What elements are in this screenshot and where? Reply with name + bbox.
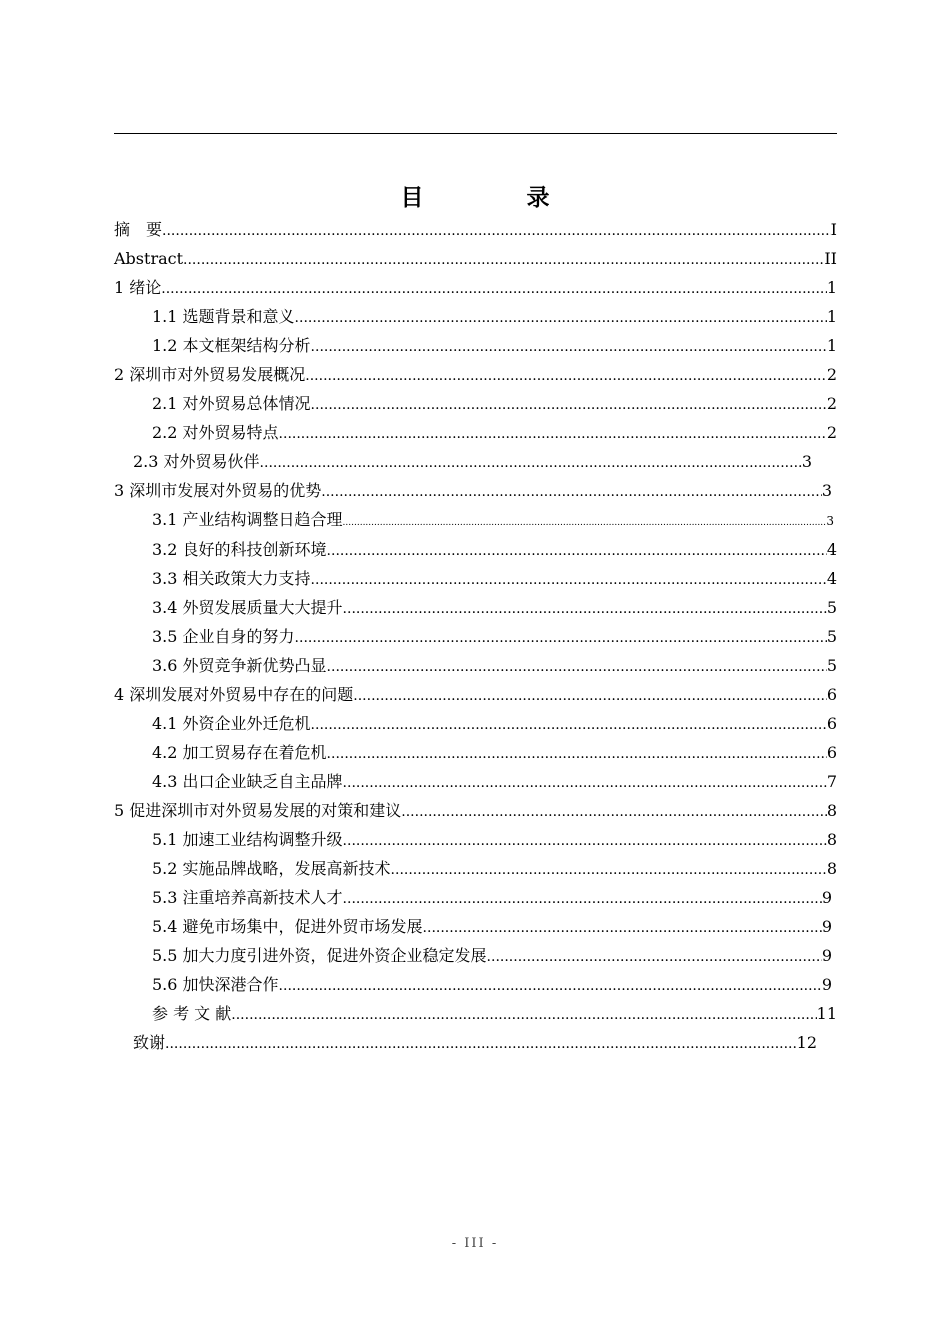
toc-entry-label: Abstract xyxy=(114,249,184,268)
toc-leader xyxy=(183,245,824,274)
toc-entry-label: 5.4 避免市场集中，促进外贸市场发展 xyxy=(152,917,423,936)
toc-entry-page: 9 xyxy=(821,888,832,907)
toc-leader xyxy=(487,942,822,971)
toc-leader xyxy=(343,506,827,537)
toc-entry-label: 3 深圳市发展对外贸易的优势 xyxy=(114,481,322,500)
toc-leader xyxy=(343,884,822,913)
toc-entry-acknowledgements[interactable] xyxy=(133,1029,817,1057)
toc-leader xyxy=(260,448,802,477)
toc-leader xyxy=(353,681,827,710)
toc-entry-label: 3.1 产业结构调整日趋合理 xyxy=(152,510,343,529)
toc-entry-section-5-6[interactable] xyxy=(152,971,832,999)
toc-entry-label: 1.1 选题背景和意义 xyxy=(152,307,295,326)
toc-entry-abstract-en[interactable] xyxy=(114,245,837,273)
toc-entry-page: 6 xyxy=(826,743,837,762)
toc-entry-label: 3.4 外贸发展质量大大提升 xyxy=(152,598,343,617)
toc-entry-chapter-2[interactable] xyxy=(114,361,837,389)
toc-entry-label: 1 绪论 xyxy=(114,278,162,297)
toc-entry-page: 9 xyxy=(821,917,832,936)
toc-entry-label: 5.1 加速工业结构调整升级 xyxy=(152,830,343,849)
toc-entry-section-3-4[interactable] xyxy=(152,594,837,622)
toc-entry-chapter-3[interactable] xyxy=(114,477,832,505)
toc-entry-page: 1 xyxy=(826,336,837,355)
toc-leader xyxy=(162,216,831,245)
toc-entry-section-1-2[interactable] xyxy=(152,332,837,360)
toc-entry-page: 4 xyxy=(826,540,837,559)
toc-entry-label: 2.2 对外贸易特点 xyxy=(152,423,279,442)
header-rule xyxy=(114,133,837,134)
toc-entry-page: 9 xyxy=(821,946,832,965)
toc-entry-page: 5 xyxy=(826,656,837,675)
page-number: - III - xyxy=(451,1236,499,1251)
toc-entry-label: 5.5 加大力度引进外资，促进外资企业稳定发展 xyxy=(152,946,487,965)
toc-leader xyxy=(343,768,827,797)
toc-entry-page: 3 xyxy=(821,481,832,500)
toc-entry-label: 致谢 xyxy=(133,1033,166,1052)
toc-leader xyxy=(161,274,827,303)
toc-entry-section-3-5[interactable] xyxy=(152,623,837,651)
toc-entry-page: 5 xyxy=(826,627,837,646)
toc-leader xyxy=(327,739,827,768)
toc-leader xyxy=(343,826,827,855)
toc-leader xyxy=(279,971,822,1000)
toc-leader xyxy=(343,594,827,623)
toc-entry-label: 4.2 加工贸易存在着危机 xyxy=(152,743,327,762)
toc-entry-label: 摘 要 xyxy=(114,220,163,239)
toc-entry-page: 7 xyxy=(826,772,837,791)
toc-leader xyxy=(321,477,822,506)
toc-entry-label: 5.3 注重培养高新技术人才 xyxy=(152,888,343,907)
toc-leader xyxy=(295,623,827,652)
toc-leader xyxy=(311,390,827,419)
toc-entry-label: 1.2 本文框架结构分析 xyxy=(152,336,311,355)
toc-entry-page: 3 xyxy=(826,514,834,528)
toc-entry-chapter-4[interactable] xyxy=(114,681,837,709)
toc-leader xyxy=(165,1029,797,1058)
toc-entry-page: 1 xyxy=(826,278,837,297)
toc-leader xyxy=(305,361,827,390)
toc-entry-page: 5 xyxy=(826,598,837,617)
toc-entry-label: 4.3 出口企业缺乏自主品牌 xyxy=(152,772,343,791)
toc-entry-section-2-2[interactable] xyxy=(152,419,837,447)
toc-entry-page: 9 xyxy=(821,975,832,994)
toc-entry-section-5-2[interactable] xyxy=(152,855,837,883)
toc-entry-section-2-1[interactable] xyxy=(152,390,837,418)
toc-entry-page: 4 xyxy=(826,569,837,588)
toc-entry-label: 3.3 相关政策大力支持 xyxy=(152,569,311,588)
toc-entry-label: 3.6 外贸竞争新优势凸显 xyxy=(152,656,327,675)
toc-entry-label: 2.3 对外贸易伙伴 xyxy=(133,452,260,471)
toc-title: 目 录 xyxy=(400,184,590,211)
toc-entry-section-5-4[interactable] xyxy=(152,913,832,941)
toc-leader xyxy=(311,565,827,594)
toc-entry-label: 5.6 加快深港合作 xyxy=(152,975,279,994)
toc-leader xyxy=(327,536,827,565)
toc-entry-label: 5.2 实施品牌战略，发展高新技术 xyxy=(152,859,391,878)
toc-leader xyxy=(401,797,827,826)
toc-entry-section-4-2[interactable] xyxy=(152,739,837,767)
toc-entry-page: 2 xyxy=(826,394,837,413)
toc-entry-section-2-3[interactable] xyxy=(133,448,812,476)
toc-entry-label: 3.2 良好的科技创新环境 xyxy=(152,540,327,559)
toc-entry-page: 3 xyxy=(801,452,812,471)
toc-entry-section-1-1[interactable] xyxy=(152,303,837,331)
toc-leader xyxy=(311,710,827,739)
toc-entry-section-3-1[interactable] xyxy=(152,506,834,534)
toc-entry-section-4-1[interactable] xyxy=(152,710,837,738)
toc-entry-page: 12 xyxy=(796,1033,817,1052)
toc-entry-section-3-2[interactable] xyxy=(152,536,837,564)
toc-entry-page: 6 xyxy=(826,714,837,733)
toc-entry-label: 2.1 对外贸易总体情况 xyxy=(152,394,311,413)
toc-entry-page: 1 xyxy=(826,307,837,326)
toc-entry-abstract-cn[interactable] xyxy=(114,216,837,244)
toc-entry-references[interactable] xyxy=(152,1000,837,1028)
toc-entry-label: 4.1 外资企业外迁危机 xyxy=(152,714,311,733)
toc-entry-page: 8 xyxy=(826,830,837,849)
toc-entry-chapter-5[interactable] xyxy=(114,797,837,825)
toc-entry-label: 2 深圳市对外贸易发展概况 xyxy=(114,365,306,384)
toc-entry-label: 5 促进深圳市对外贸易发展的对策和建议 xyxy=(114,801,402,820)
toc-entry-page: 6 xyxy=(826,685,837,704)
toc-entry-label: 4 深圳发展对外贸易中存在的问题 xyxy=(114,685,354,704)
toc-leader xyxy=(311,332,827,361)
toc-leader xyxy=(391,855,827,884)
toc-leader xyxy=(327,652,827,681)
toc-leader xyxy=(423,913,822,942)
toc-entry-page: 8 xyxy=(826,859,837,878)
toc-entry-label: 3.5 企业自身的努力 xyxy=(152,627,295,646)
toc-entry-page: I xyxy=(830,220,837,239)
toc-entry-section-3-6[interactable] xyxy=(152,652,837,680)
toc-entry-section-5-5[interactable] xyxy=(152,942,832,970)
toc-entry-label: 参 考 文 献 xyxy=(152,1004,232,1023)
toc-entry-section-4-3[interactable] xyxy=(152,768,837,796)
toc-leader xyxy=(231,1000,816,1029)
toc-entry-page: II xyxy=(824,249,837,268)
toc-entry-section-5-3[interactable] xyxy=(152,884,832,912)
toc-entry-page: 8 xyxy=(826,801,837,820)
toc-entry-section-3-3[interactable] xyxy=(152,565,837,593)
toc-entry-chapter-1[interactable] xyxy=(114,274,837,302)
toc-entry-page: 2 xyxy=(826,423,837,442)
toc-entry-page: 11 xyxy=(816,1004,837,1023)
toc-leader xyxy=(295,303,827,332)
toc-entry-page: 2 xyxy=(826,365,837,384)
toc-leader xyxy=(279,419,827,448)
toc-entry-section-5-1[interactable] xyxy=(152,826,837,854)
